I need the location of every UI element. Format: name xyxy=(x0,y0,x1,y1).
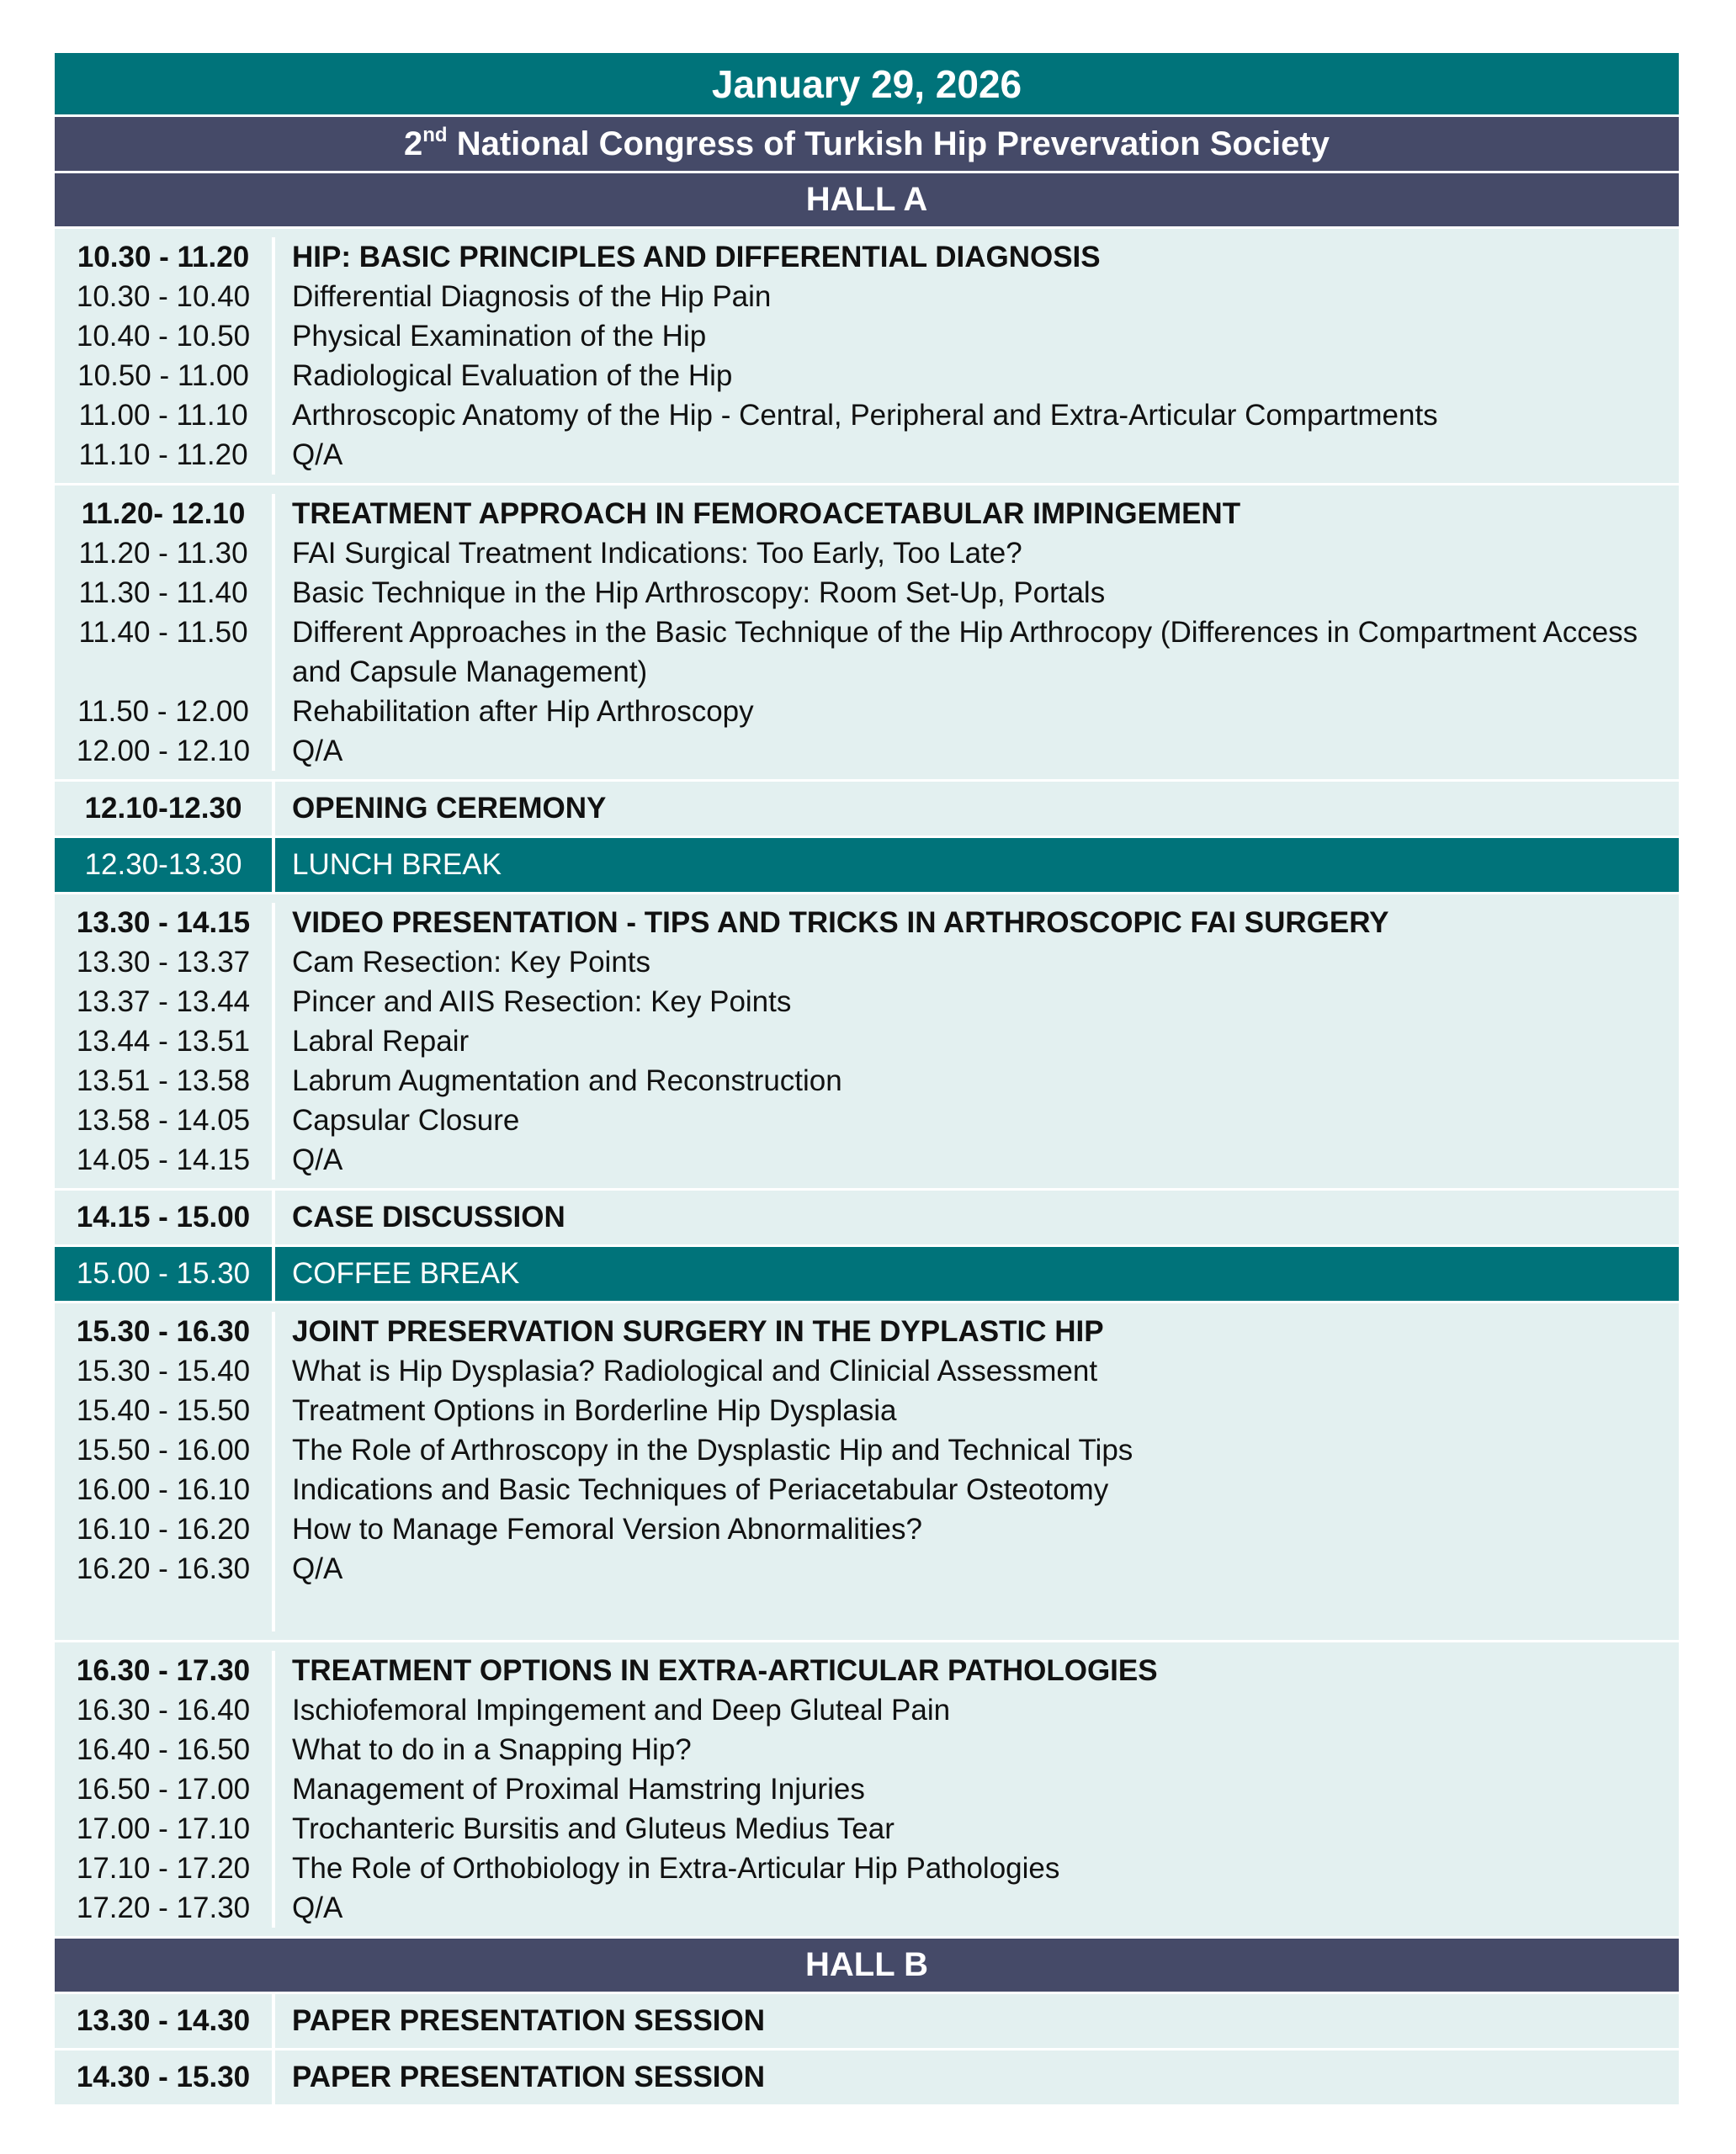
session-title: JOINT PRESERVATION SURGERY IN THE DYPLASTIC HIP xyxy=(292,1315,1104,1348)
hall-b-row xyxy=(55,1994,1679,2048)
item-time: 10.40 - 10.50 xyxy=(76,320,251,353)
congress-ordinal: nd xyxy=(422,123,448,146)
session-time: 15.30 - 16.30 xyxy=(76,1315,251,1348)
hall-b-row xyxy=(55,2051,1679,2104)
item-title: Differential Diagnosis of the Hip Pain xyxy=(292,280,772,313)
lunch-title: LUNCH BREAK xyxy=(292,848,502,881)
session-title: HIP: BASIC PRINCIPLES AND DIFFERENTIAL DIAGNOSIS xyxy=(292,241,1101,273)
session-times xyxy=(55,1312,275,1631)
session-title: VIDEO PRESENTATION - TIPS AND TRICKS IN ARTHROSCOPIC FAI SURGERY xyxy=(292,906,1389,939)
item-time: 11.20 - 11.30 xyxy=(78,537,248,570)
item-title: Radiological Evaluation of the Hip xyxy=(292,359,733,392)
item-time: 11.50 - 12.00 xyxy=(77,695,249,728)
item-title: Q/A xyxy=(292,438,343,471)
item-time: 13.58 - 14.05 xyxy=(76,1104,251,1137)
item-time: 15.30 - 15.40 xyxy=(76,1355,251,1387)
item-title: Different Approaches in the Basic Technique of the Hip Arthrocopy (Differences in Compartment Access and Capsule Management) xyxy=(292,616,1638,688)
item-time: 16.00 - 16.10 xyxy=(76,1473,251,1506)
session-times xyxy=(55,1651,275,1928)
hall-a-header xyxy=(55,173,1679,226)
item-time: 11.10 - 11.20 xyxy=(78,438,248,471)
item-time: 11.40 - 11.50 xyxy=(78,616,248,649)
coffee-break-row xyxy=(55,1247,1679,1301)
item-time: 11.30 - 11.40 xyxy=(78,576,248,609)
item-time: 15.40 - 15.50 xyxy=(76,1394,251,1427)
hall-b-time: 14.30 - 15.30 xyxy=(76,2061,251,2093)
coffee-time: 15.00 - 15.30 xyxy=(76,1257,251,1290)
session-titles xyxy=(275,237,1679,475)
item-time: 11.00 - 11.10 xyxy=(78,399,248,432)
date-header xyxy=(55,53,1679,114)
item-time: 16.20 - 16.30 xyxy=(76,1552,251,1585)
item-title: Rehabilitation after Hip Arthroscopy xyxy=(292,695,754,728)
item-time: 17.20 - 17.30 xyxy=(76,1891,251,1924)
item-time: 17.10 - 17.20 xyxy=(76,1852,251,1885)
item-time: 10.50 - 11.00 xyxy=(77,359,249,392)
session-titles xyxy=(275,1312,1679,1631)
item-title: Trochanteric Bursitis and Gluteus Medius Tear xyxy=(292,1812,895,1845)
session-time: 10.30 - 11.20 xyxy=(77,241,250,273)
session-block-4 xyxy=(55,1303,1679,1640)
item-title: Q/A xyxy=(292,1143,343,1176)
item-title: Q/A xyxy=(292,1891,343,1924)
item-time: 16.50 - 17.00 xyxy=(76,1773,251,1806)
item-title: Management of Proximal Hamstring Injuries xyxy=(292,1773,865,1806)
item-time: 13.51 - 13.58 xyxy=(76,1064,251,1097)
date-text: January 29, 2026 xyxy=(711,61,1022,106)
session-times xyxy=(55,237,275,475)
item-title: The Role of Arthroscopy in the Dysplastic Hip and Technical Tips xyxy=(292,1434,1133,1467)
item-title: Basic Technique in the Hip Arthroscopy: Room Set-Up, Portals xyxy=(292,576,1106,609)
item-time: 15.50 - 16.00 xyxy=(76,1434,251,1467)
hall-b-label: HALL B xyxy=(805,1946,928,1983)
congress-number: 2 xyxy=(404,125,423,162)
session-block-5 xyxy=(55,1642,1679,1936)
session-times xyxy=(55,494,275,771)
item-title: How to Manage Femoral Version Abnormalities? xyxy=(292,1513,922,1546)
hall-b-title: PAPER PRESENTATION SESSION xyxy=(292,2061,766,2093)
session-time: 11.20- 12.10 xyxy=(81,497,246,530)
item-title: Q/A xyxy=(292,1552,343,1585)
session-title: TREATMENT OPTIONS IN EXTRA-ARTICULAR PATHOLOGIES xyxy=(292,1654,1158,1687)
case-title: CASE DISCUSSION xyxy=(292,1201,565,1234)
coffee-title: COFFEE BREAK xyxy=(292,1257,520,1290)
program-sheet xyxy=(55,53,1679,2104)
session-title: TREATMENT APPROACH IN FEMOROACETABULAR IMPINGEMENT xyxy=(292,497,1241,530)
opening-ceremony-row xyxy=(55,782,1679,836)
session-titles xyxy=(275,903,1679,1180)
item-time: 16.30 - 16.40 xyxy=(76,1694,251,1727)
item-title: The Role of Orthobiology in Extra-Articular Hip Pathologies xyxy=(292,1852,1060,1885)
hall-b-title: PAPER PRESENTATION SESSION xyxy=(292,2004,766,2037)
congress-name: National Congress of Turkish Hip Prevervation Society xyxy=(447,125,1330,162)
session-time: 13.30 - 14.15 xyxy=(76,906,251,939)
hall-b-header xyxy=(55,1939,1679,1992)
congress-title xyxy=(404,125,1330,163)
item-title: Pincer and AIIS Resection: Key Points xyxy=(292,985,792,1018)
item-time: 12.00 - 12.10 xyxy=(76,735,251,767)
session-titles xyxy=(275,494,1679,771)
item-title: Physical Examination of the Hip xyxy=(292,320,707,353)
session-titles xyxy=(275,1651,1679,1928)
item-title: Ischiofemoral Impingement and Deep Gluteal Pain xyxy=(292,1694,951,1727)
lunch-break-row xyxy=(55,838,1679,892)
opening-time: 12.10-12.30 xyxy=(84,792,242,825)
item-title: Labral Repair xyxy=(292,1025,470,1058)
item-time: 13.44 - 13.51 xyxy=(76,1025,251,1058)
item-title: Q/A xyxy=(292,735,343,767)
item-title: Treatment Options in Borderline Hip Dysplasia xyxy=(292,1394,897,1427)
item-time: 13.30 - 13.37 xyxy=(76,946,251,979)
session-time: 16.30 - 17.30 xyxy=(76,1654,251,1687)
item-time: 14.05 - 14.15 xyxy=(76,1143,251,1176)
item-title: Capsular Closure xyxy=(292,1104,520,1137)
session-times xyxy=(55,903,275,1180)
item-time: 16.40 - 16.50 xyxy=(76,1733,251,1766)
hall-b-time: 13.30 - 14.30 xyxy=(76,2004,251,2037)
case-discussion-row xyxy=(55,1191,1679,1244)
item-time: 10.30 - 10.40 xyxy=(76,280,251,313)
item-title: What to do in a Snapping Hip? xyxy=(292,1733,692,1766)
item-time: 13.37 - 13.44 xyxy=(76,985,251,1018)
item-title: Indications and Basic Techniques of Periacetabular Osteotomy xyxy=(292,1473,1109,1506)
opening-title: OPENING CEREMONY xyxy=(292,792,607,825)
item-title: Arthroscopic Anatomy of the Hip - Central, Peripheral and Extra-Articular Compartments xyxy=(292,399,1438,432)
item-time: 16.10 - 16.20 xyxy=(76,1513,251,1546)
session-block-1 xyxy=(55,229,1679,483)
item-title: What is Hip Dysplasia? Radiological and Clinicial Assessment xyxy=(292,1355,1098,1387)
lunch-time: 12.30-13.30 xyxy=(84,848,242,881)
hall-a-label: HALL A xyxy=(805,181,928,218)
session-block-2 xyxy=(55,485,1679,779)
item-time: 17.00 - 17.10 xyxy=(76,1812,251,1845)
case-time: 14.15 - 15.00 xyxy=(76,1201,251,1234)
session-block-3 xyxy=(55,894,1679,1188)
item-title: Labrum Augmentation and Reconstruction xyxy=(292,1064,842,1097)
item-title: Cam Resection: Key Points xyxy=(292,946,651,979)
congress-title-bar xyxy=(55,117,1679,171)
item-title: FAI Surgical Treatment Indications: Too Early, Too Late? xyxy=(292,537,1022,570)
